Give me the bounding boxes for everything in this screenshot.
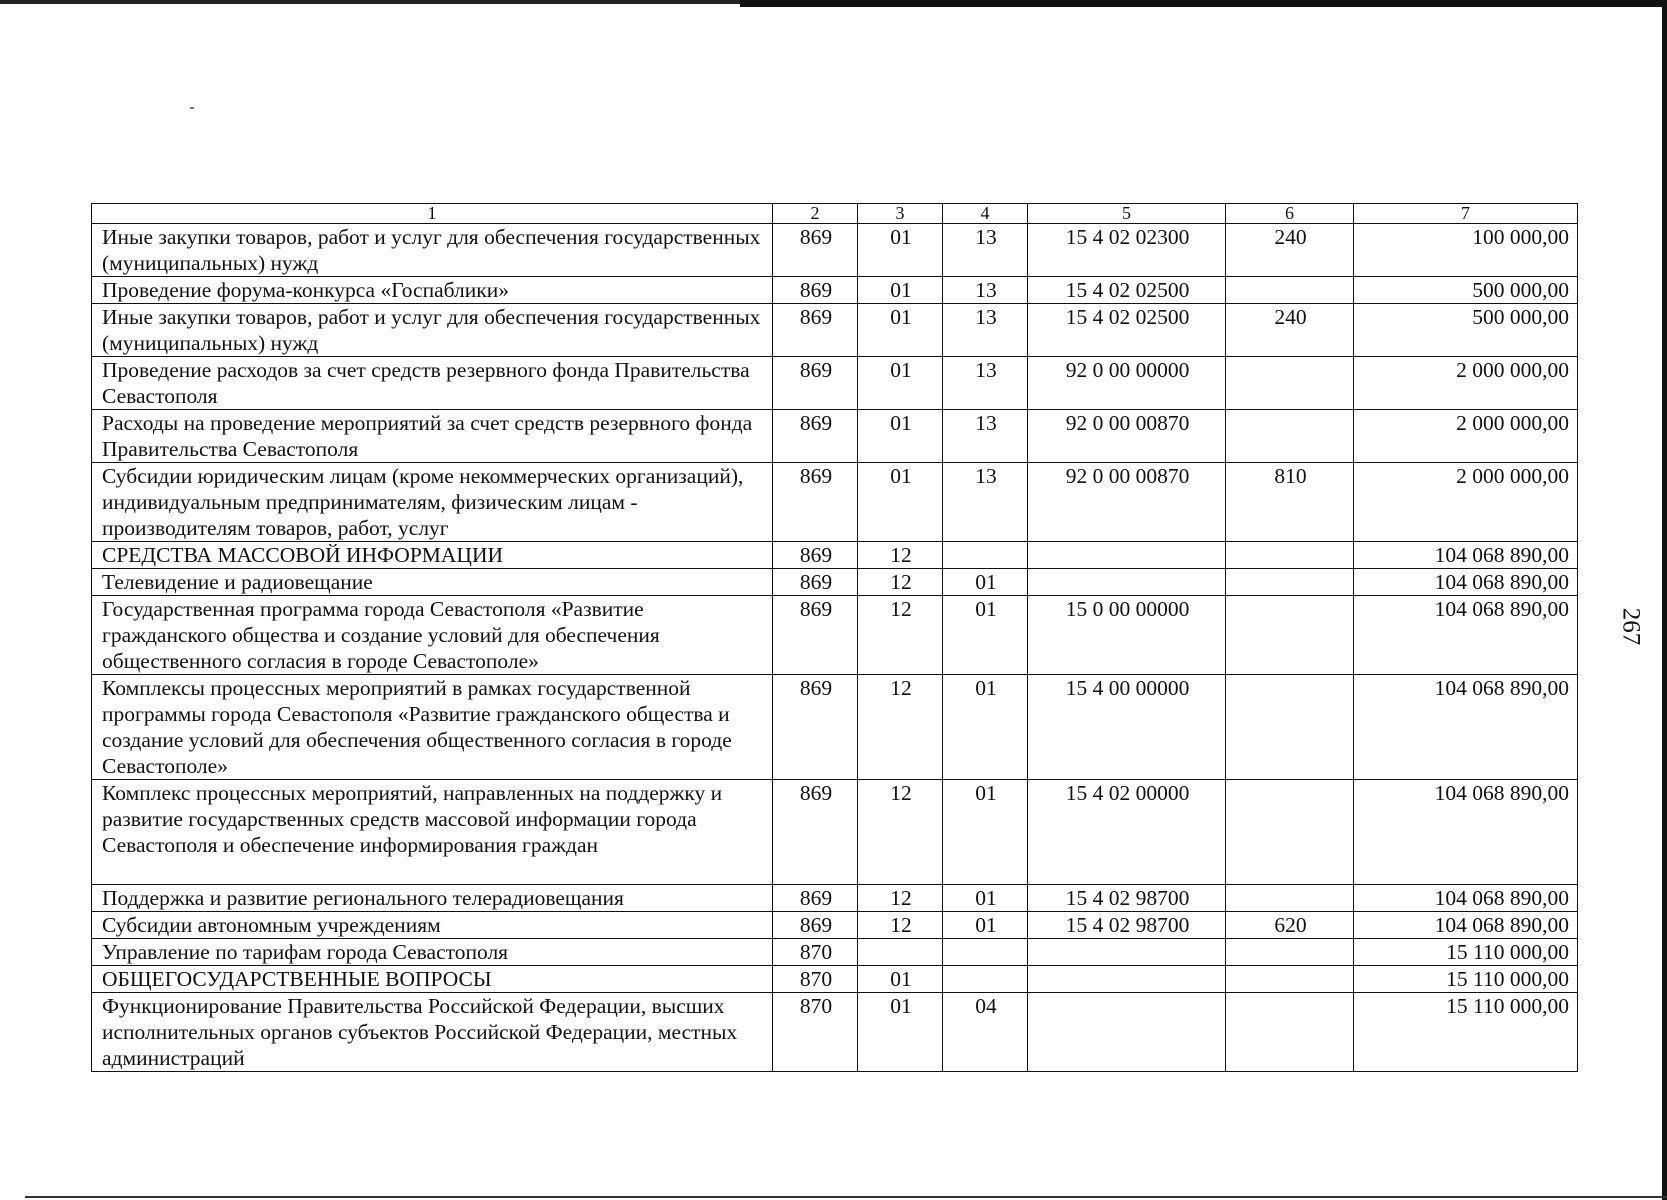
expense-type-code: 620 <box>1226 912 1354 939</box>
amount: 500 000,00 <box>1354 304 1578 357</box>
section-code: 01 <box>858 357 943 410</box>
column-header-7: 7 <box>1354 204 1578 224</box>
section-code: 01 <box>858 277 943 304</box>
section-code: 12 <box>858 780 943 885</box>
section-code: 01 <box>858 410 943 463</box>
header-row <box>92 204 1578 224</box>
section-code: 01 <box>858 966 943 993</box>
target-article-code: 15 4 02 02500 <box>1028 304 1226 357</box>
subsection-code <box>943 939 1028 966</box>
section-code: 01 <box>858 993 943 1072</box>
subsection-code: 01 <box>943 912 1028 939</box>
target-article-code: 92 0 00 00870 <box>1028 463 1226 542</box>
table-row <box>92 357 1578 410</box>
subsection-code: 13 <box>943 357 1028 410</box>
section-code: 01 <box>858 463 943 542</box>
expense-type-code <box>1226 357 1354 410</box>
expense-type-code <box>1226 410 1354 463</box>
expense-type-code <box>1226 569 1354 596</box>
amount: 15 110 000,00 <box>1354 939 1578 966</box>
ministry-code: 869 <box>773 780 858 885</box>
target-article-code: 92 0 00 00000 <box>1028 357 1226 410</box>
table-row <box>92 939 1578 966</box>
table-row <box>92 277 1578 304</box>
expense-type-code <box>1226 780 1354 885</box>
section-code <box>858 939 943 966</box>
amount: 2 000 000,00 <box>1354 357 1578 410</box>
item-name: Иные закупки товаров, работ и услуг для обеспечения государственных (муниципальных) нужд <box>92 304 773 357</box>
subsection-code: 13 <box>943 304 1028 357</box>
ministry-code: 870 <box>773 966 858 993</box>
table-row <box>92 410 1578 463</box>
amount: 104 068 890,00 <box>1354 596 1578 675</box>
table-row <box>92 569 1578 596</box>
table-row <box>92 912 1578 939</box>
subsection-code: 01 <box>943 596 1028 675</box>
scan-top-edge-shadow <box>740 0 1667 7</box>
item-name: Проведение форума-конкурса «Госпаблики» <box>92 277 773 304</box>
target-article-code: 15 4 00 00000 <box>1028 675 1226 780</box>
item-name: Телевидение и радиовещание <box>92 569 773 596</box>
subsection-code: 13 <box>943 277 1028 304</box>
expense-type-code <box>1226 596 1354 675</box>
item-name: СРЕДСТВА МАССОВОЙ ИНФОРМАЦИИ <box>92 542 773 569</box>
table-row <box>92 596 1578 675</box>
expense-type-code: 240 <box>1226 304 1354 357</box>
table-row <box>92 993 1578 1072</box>
amount: 15 110 000,00 <box>1354 966 1578 993</box>
column-header-4: 4 <box>943 204 1028 224</box>
item-name: Проведение расходов за счет средств резервного фонда Правительства Севастополя <box>92 357 773 410</box>
expense-type-code <box>1226 993 1354 1072</box>
target-article-code <box>1028 939 1226 966</box>
target-article-code <box>1028 542 1226 569</box>
target-article-code: 15 4 02 02300 <box>1028 224 1226 277</box>
subsection-code: 13 <box>943 224 1028 277</box>
amount: 15 110 000,00 <box>1354 993 1578 1072</box>
ministry-code: 869 <box>773 277 858 304</box>
item-name: ОБЩЕГОСУДАРСТВЕННЫЕ ВОПРОСЫ <box>92 966 773 993</box>
target-article-code: 15 4 02 02500 <box>1028 277 1226 304</box>
table-row <box>92 675 1578 780</box>
item-name: Комплекс процессных мероприятий, направленных на поддержку и развитие государственных средств массовой информации города Севастополя и обеспечение информирования граждан <box>92 780 773 885</box>
item-name: Комплексы процессных мероприятий в рамках государственной программы города Севастополя «Развитие гражданского общества и создание условий для обеспечения общественного согласия в городе Севастополе» <box>92 675 773 780</box>
item-name: Государственная программа города Севастополя «Развитие гражданского общества и создание условий для обеспечения общественного согласия в городе Севастополе» <box>92 596 773 675</box>
table-row <box>92 885 1578 912</box>
subsection-code: 01 <box>943 780 1028 885</box>
subsection-code: 01 <box>943 675 1028 780</box>
ministry-code: 869 <box>773 596 858 675</box>
expense-type-code: 240 <box>1226 224 1354 277</box>
amount: 100 000,00 <box>1354 224 1578 277</box>
section-code: 12 <box>858 885 943 912</box>
section-code: 12 <box>858 569 943 596</box>
table-row <box>92 463 1578 542</box>
amount: 104 068 890,00 <box>1354 569 1578 596</box>
scan-speck <box>190 107 194 109</box>
target-article-code: 15 4 02 98700 <box>1028 912 1226 939</box>
ministry-code: 869 <box>773 542 858 569</box>
amount: 104 068 890,00 <box>1354 542 1578 569</box>
table-row <box>92 966 1578 993</box>
column-header-6: 6 <box>1226 204 1354 224</box>
expense-type-code <box>1226 939 1354 966</box>
ministry-code: 869 <box>773 463 858 542</box>
expense-type-code <box>1226 885 1354 912</box>
column-header-5: 5 <box>1028 204 1226 224</box>
target-article-code: 15 0 00 00000 <box>1028 596 1226 675</box>
item-name: Функционирование Правительства Российской Федерации, высших исполнительных органов субъектов Российской Федерации, местных администраций <box>92 993 773 1072</box>
expense-type-code <box>1226 542 1354 569</box>
budget-table <box>91 203 1578 1072</box>
subsection-code <box>943 542 1028 569</box>
amount: 104 068 890,00 <box>1354 675 1578 780</box>
table-row <box>92 304 1578 357</box>
ministry-code: 869 <box>773 224 858 277</box>
table-row <box>92 780 1578 885</box>
expense-type-code <box>1226 675 1354 780</box>
ministry-code: 870 <box>773 939 858 966</box>
ministry-code: 869 <box>773 675 858 780</box>
ministry-code: 869 <box>773 410 858 463</box>
expense-type-code <box>1226 277 1354 304</box>
amount: 2 000 000,00 <box>1354 410 1578 463</box>
section-code: 12 <box>858 675 943 780</box>
amount: 104 068 890,00 <box>1354 912 1578 939</box>
column-header-2: 2 <box>773 204 858 224</box>
subsection-code: 13 <box>943 410 1028 463</box>
subsection-code: 01 <box>943 885 1028 912</box>
target-article-code <box>1028 569 1226 596</box>
section-code: 01 <box>858 304 943 357</box>
table-row <box>92 224 1578 277</box>
target-article-code: 15 4 02 98700 <box>1028 885 1226 912</box>
section-code: 01 <box>858 224 943 277</box>
item-name: Субсидии юридическим лицам (кроме некоммерческих организаций), индивидуальным предпринимателям, физическим лицам - производителям товаров, работ, услуг <box>92 463 773 542</box>
section-code: 12 <box>858 542 943 569</box>
amount: 2 000 000,00 <box>1354 463 1578 542</box>
ministry-code: 869 <box>773 304 858 357</box>
page-number: 267 <box>1617 607 1645 646</box>
target-article-code: 92 0 00 00870 <box>1028 410 1226 463</box>
ministry-code: 869 <box>773 569 858 596</box>
subsection-code: 13 <box>943 463 1028 542</box>
ministry-code: 869 <box>773 885 858 912</box>
ministry-code: 869 <box>773 357 858 410</box>
subsection-code: 04 <box>943 993 1028 1072</box>
column-header-3: 3 <box>858 204 943 224</box>
item-name: Расходы на проведение мероприятий за счет средств резервного фонда Правительства Севастополя <box>92 410 773 463</box>
amount: 500 000,00 <box>1354 277 1578 304</box>
expense-type-code: 810 <box>1226 463 1354 542</box>
item-name: Иные закупки товаров, работ и услуг для обеспечения государственных (муниципальных) нужд <box>92 224 773 277</box>
target-article-code <box>1028 993 1226 1072</box>
target-article-code <box>1028 966 1226 993</box>
table-row <box>92 542 1578 569</box>
amount: 104 068 890,00 <box>1354 885 1578 912</box>
section-code: 12 <box>858 596 943 675</box>
ministry-code: 870 <box>773 993 858 1072</box>
scan-right-edge <box>1662 0 1667 1200</box>
section-code: 12 <box>858 912 943 939</box>
target-article-code: 15 4 02 00000 <box>1028 780 1226 885</box>
expense-type-code <box>1226 966 1354 993</box>
amount: 104 068 890,00 <box>1354 780 1578 885</box>
ministry-code: 869 <box>773 912 858 939</box>
item-name: Управление по тарифам города Севастополя <box>92 939 773 966</box>
scan-bottom-edge <box>25 1196 1667 1198</box>
subsection-code: 01 <box>943 569 1028 596</box>
subsection-code <box>943 966 1028 993</box>
item-name: Субсидии автономным учреждениям <box>92 912 773 939</box>
column-header-1: 1 <box>92 204 773 224</box>
item-name: Поддержка и развитие регионального телерадиовещания <box>92 885 773 912</box>
